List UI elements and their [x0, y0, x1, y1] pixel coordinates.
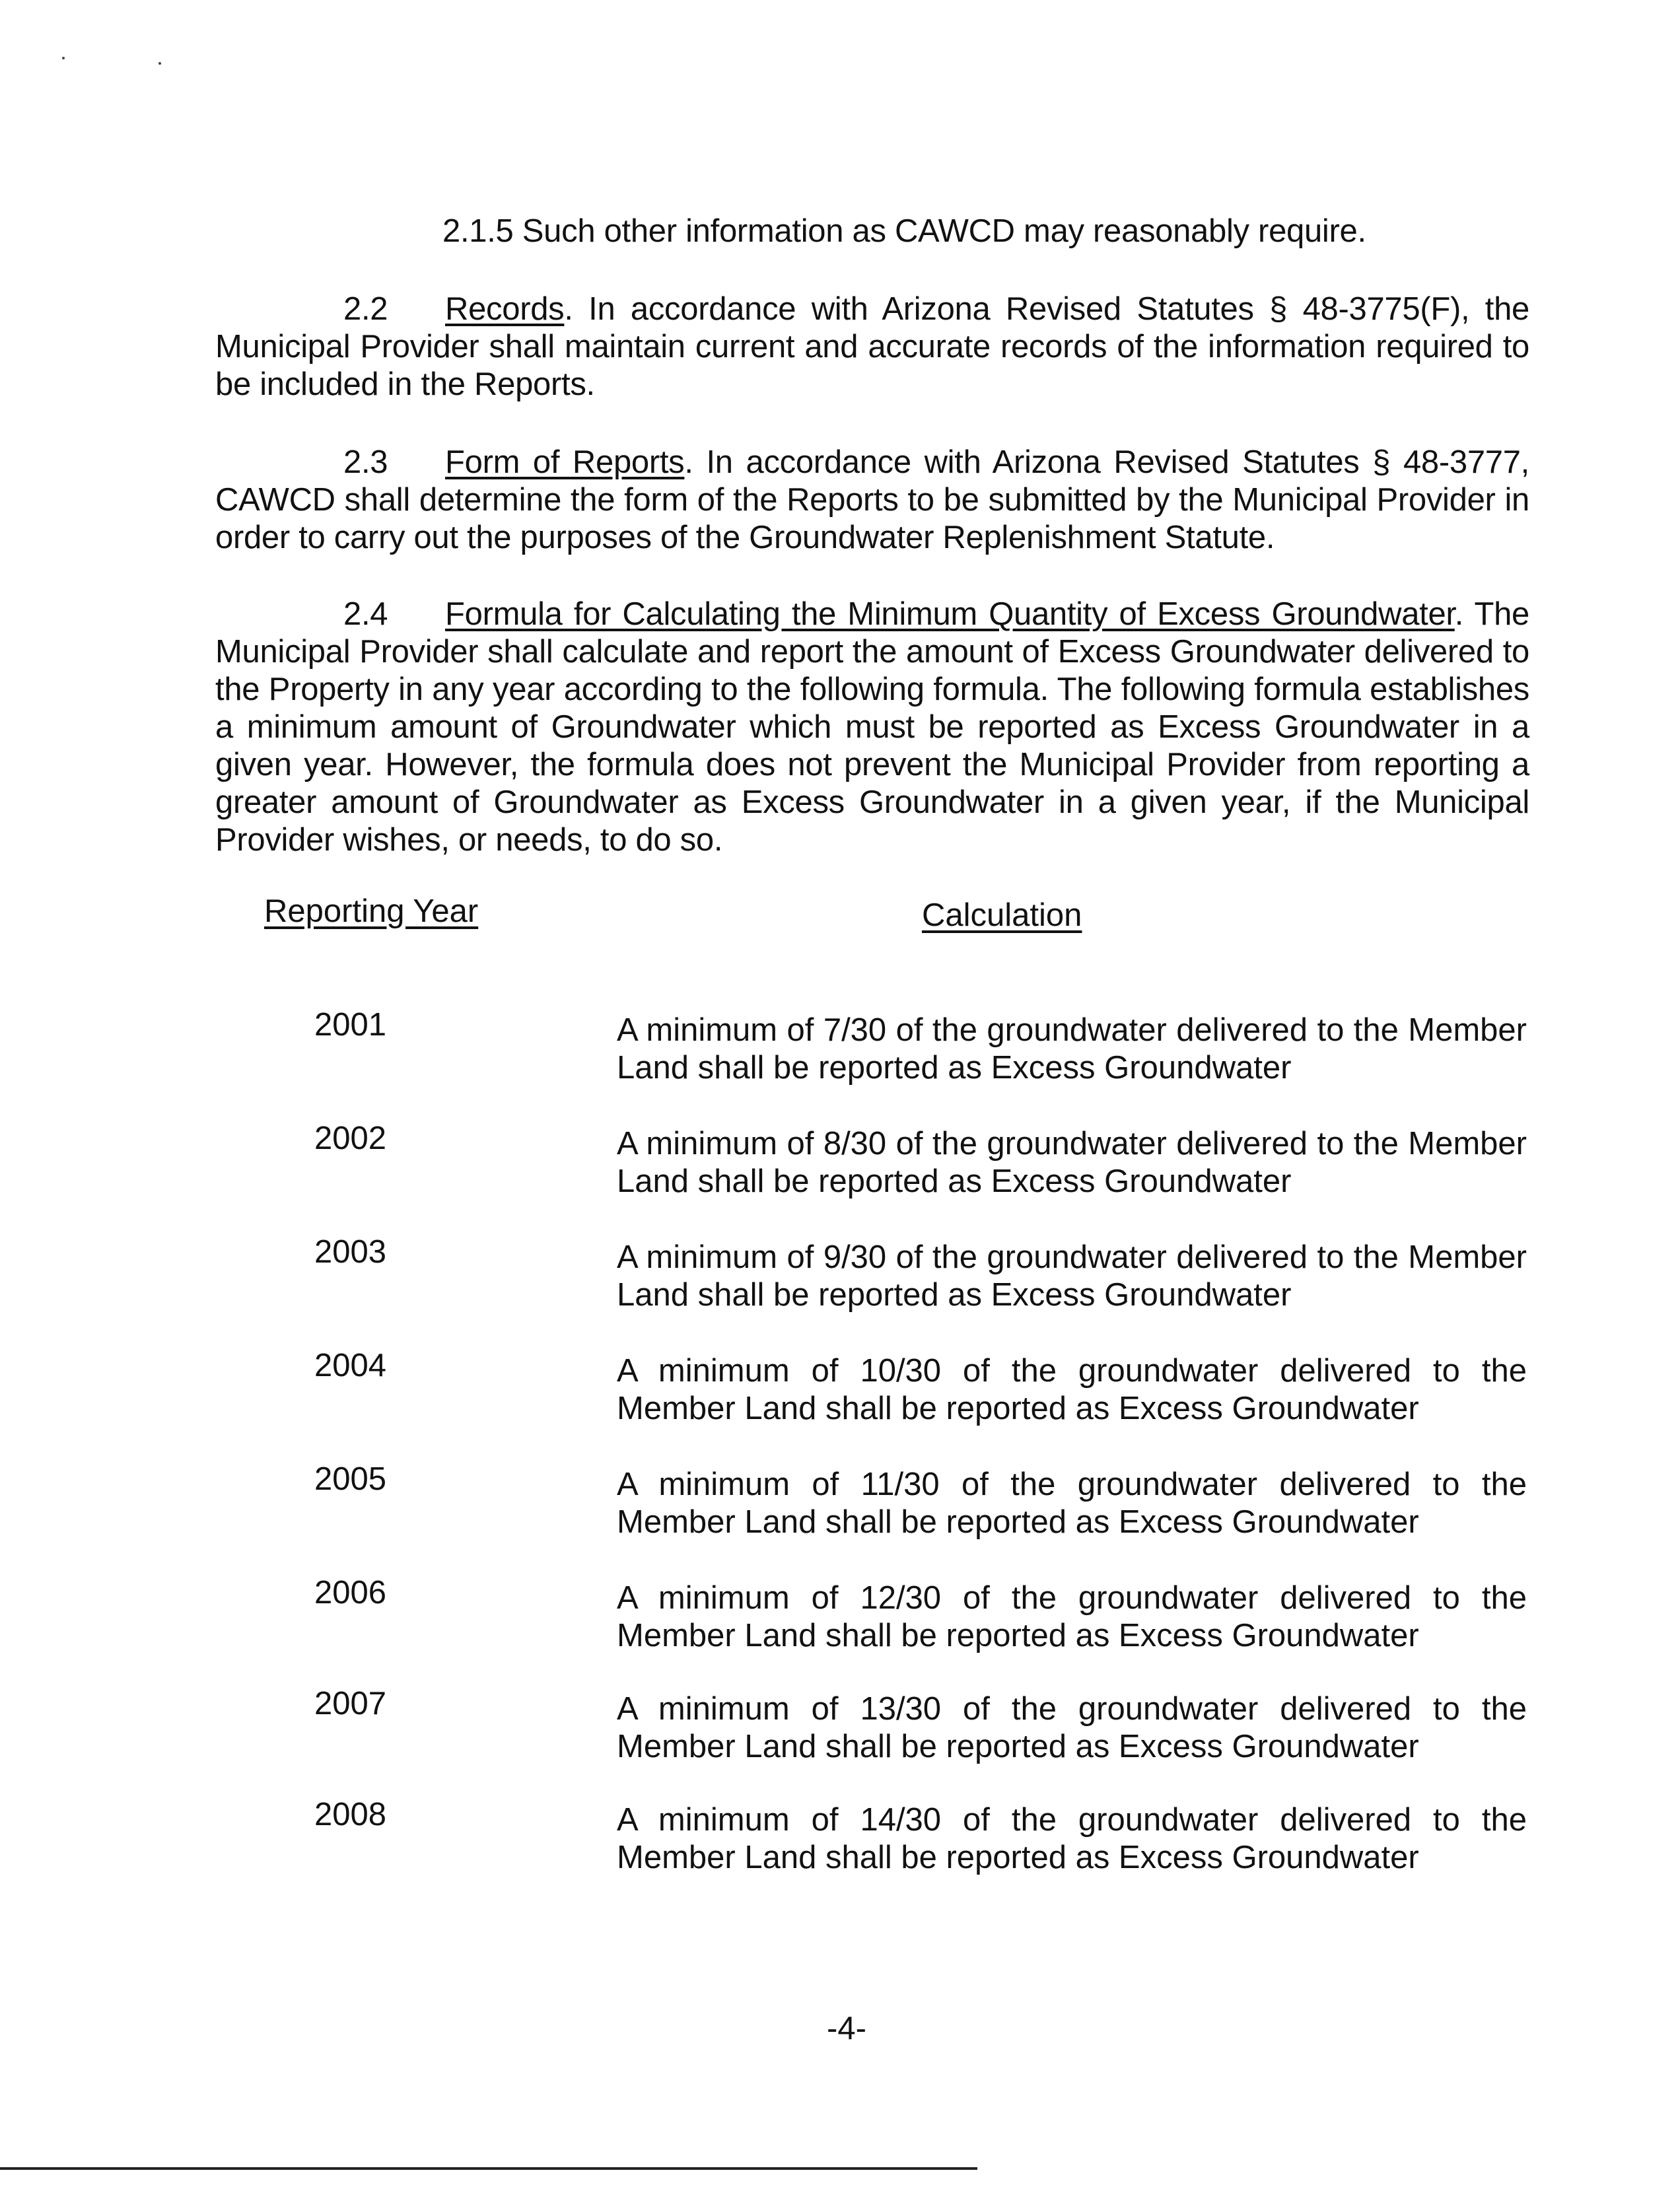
table-cell-calculation: A minimum of 9/30 of the groundwater delivered to the Member Land shall be reported as Excess Groundwater [617, 1239, 1527, 1313]
table-row [0, 1120, 1680, 1206]
section-number: 2.4 [343, 596, 388, 632]
section-number: 2.2 [343, 291, 388, 327]
section-heading: Records [445, 291, 565, 327]
table-row [0, 1233, 1680, 1319]
scan-speck [158, 62, 161, 65]
table-cell-year: 2008 [314, 1797, 387, 1832]
section-records [215, 291, 1529, 403]
table-cell-year: 2004 [314, 1348, 387, 1383]
column-header-calculation: Calculation [922, 897, 1082, 933]
table-cell-calculation: A minimum of 12/30 of the groundwater delivered to the Member Land shall be reported as Excess Groundwater [617, 1580, 1527, 1653]
table-cell-calculation: A minimum of 8/30 of the groundwater delivered to the Member Land shall be reported as Excess Groundwater [617, 1126, 1527, 1199]
table-cell-year: 2006 [314, 1575, 387, 1611]
section-formula [215, 596, 1529, 859]
table-cell-calculation: A minimum of 11/30 of the groundwater delivered to the Member Land shall be reported as Excess Groundwater [617, 1467, 1527, 1540]
table-row [0, 1796, 1680, 1882]
table-row [0, 1347, 1680, 1433]
table-cell-year: 2002 [314, 1121, 387, 1156]
table-cell-calculation: A minimum of 13/30 of the groundwater delivered to the Member Land shall be reported as Excess Groundwater [617, 1691, 1527, 1764]
section-text: . In accordance with Arizona Revised Statutes § 48-3777, CAWCD shall determine the form of the Reports to be submitted by the Municipal Provider in order to carry out the purposes of the Groundwater Replenishment Statute. [215, 444, 1529, 555]
table-cell-year: 2007 [314, 1686, 387, 1721]
column-header-reporting-year: Reporting Year [264, 893, 479, 929]
section-heading: Formula for Calculating the Minimum Quantity of Excess Groundwater [445, 596, 1455, 632]
table-cell-year: 2001 [314, 1007, 387, 1043]
section-text: . In accordance with Arizona Revised Statutes § 48-3775(F), the Municipal Provider shall maintain current and accurate records of the information required to be included in the Reports. [215, 291, 1529, 402]
table-row [0, 1685, 1680, 1771]
table-cell-year: 2005 [314, 1461, 387, 1497]
section-heading: Form of Reports [445, 444, 685, 480]
table-cell-calculation: A minimum of 7/30 of the groundwater delivered to the Member Land shall be reported as Excess Groundwater [617, 1012, 1527, 1086]
table-row [0, 1574, 1680, 1660]
table-row [0, 1461, 1680, 1546]
page-number: -4- [827, 2011, 866, 2046]
item-2-1-5: 2.1.5 Such other information as CAWCD may reasonably require. [442, 213, 1366, 249]
table-cell-year: 2003 [314, 1234, 387, 1270]
scan-speck [62, 57, 65, 59]
table-row [0, 1006, 1680, 1092]
section-form-of-reports [215, 444, 1529, 557]
table-cell-calculation: A minimum of 14/30 of the groundwater delivered to the Member Land shall be reported as Excess Groundwater [617, 1802, 1527, 1875]
section-number: 2.3 [343, 444, 388, 480]
bottom-divider [0, 2167, 977, 2170]
section-text: . The Municipal Provider shall calculate and report the amount of Excess Groundwater delivered to the Property in any year according to the following formula. The following formula establishes a minimum amount of Groundwater which must be reported as Excess Groundwater in a given year. However, the formula does not prevent the Municipal Provider from reporting a greater amount of Groundwater as Excess Groundwater in a given year, if the Municipal Provider wishes, or needs, to do so. [215, 596, 1529, 858]
table-cell-calculation: A minimum of 10/30 of the groundwater delivered to the Member Land shall be reported as Excess Groundwater [617, 1353, 1527, 1426]
